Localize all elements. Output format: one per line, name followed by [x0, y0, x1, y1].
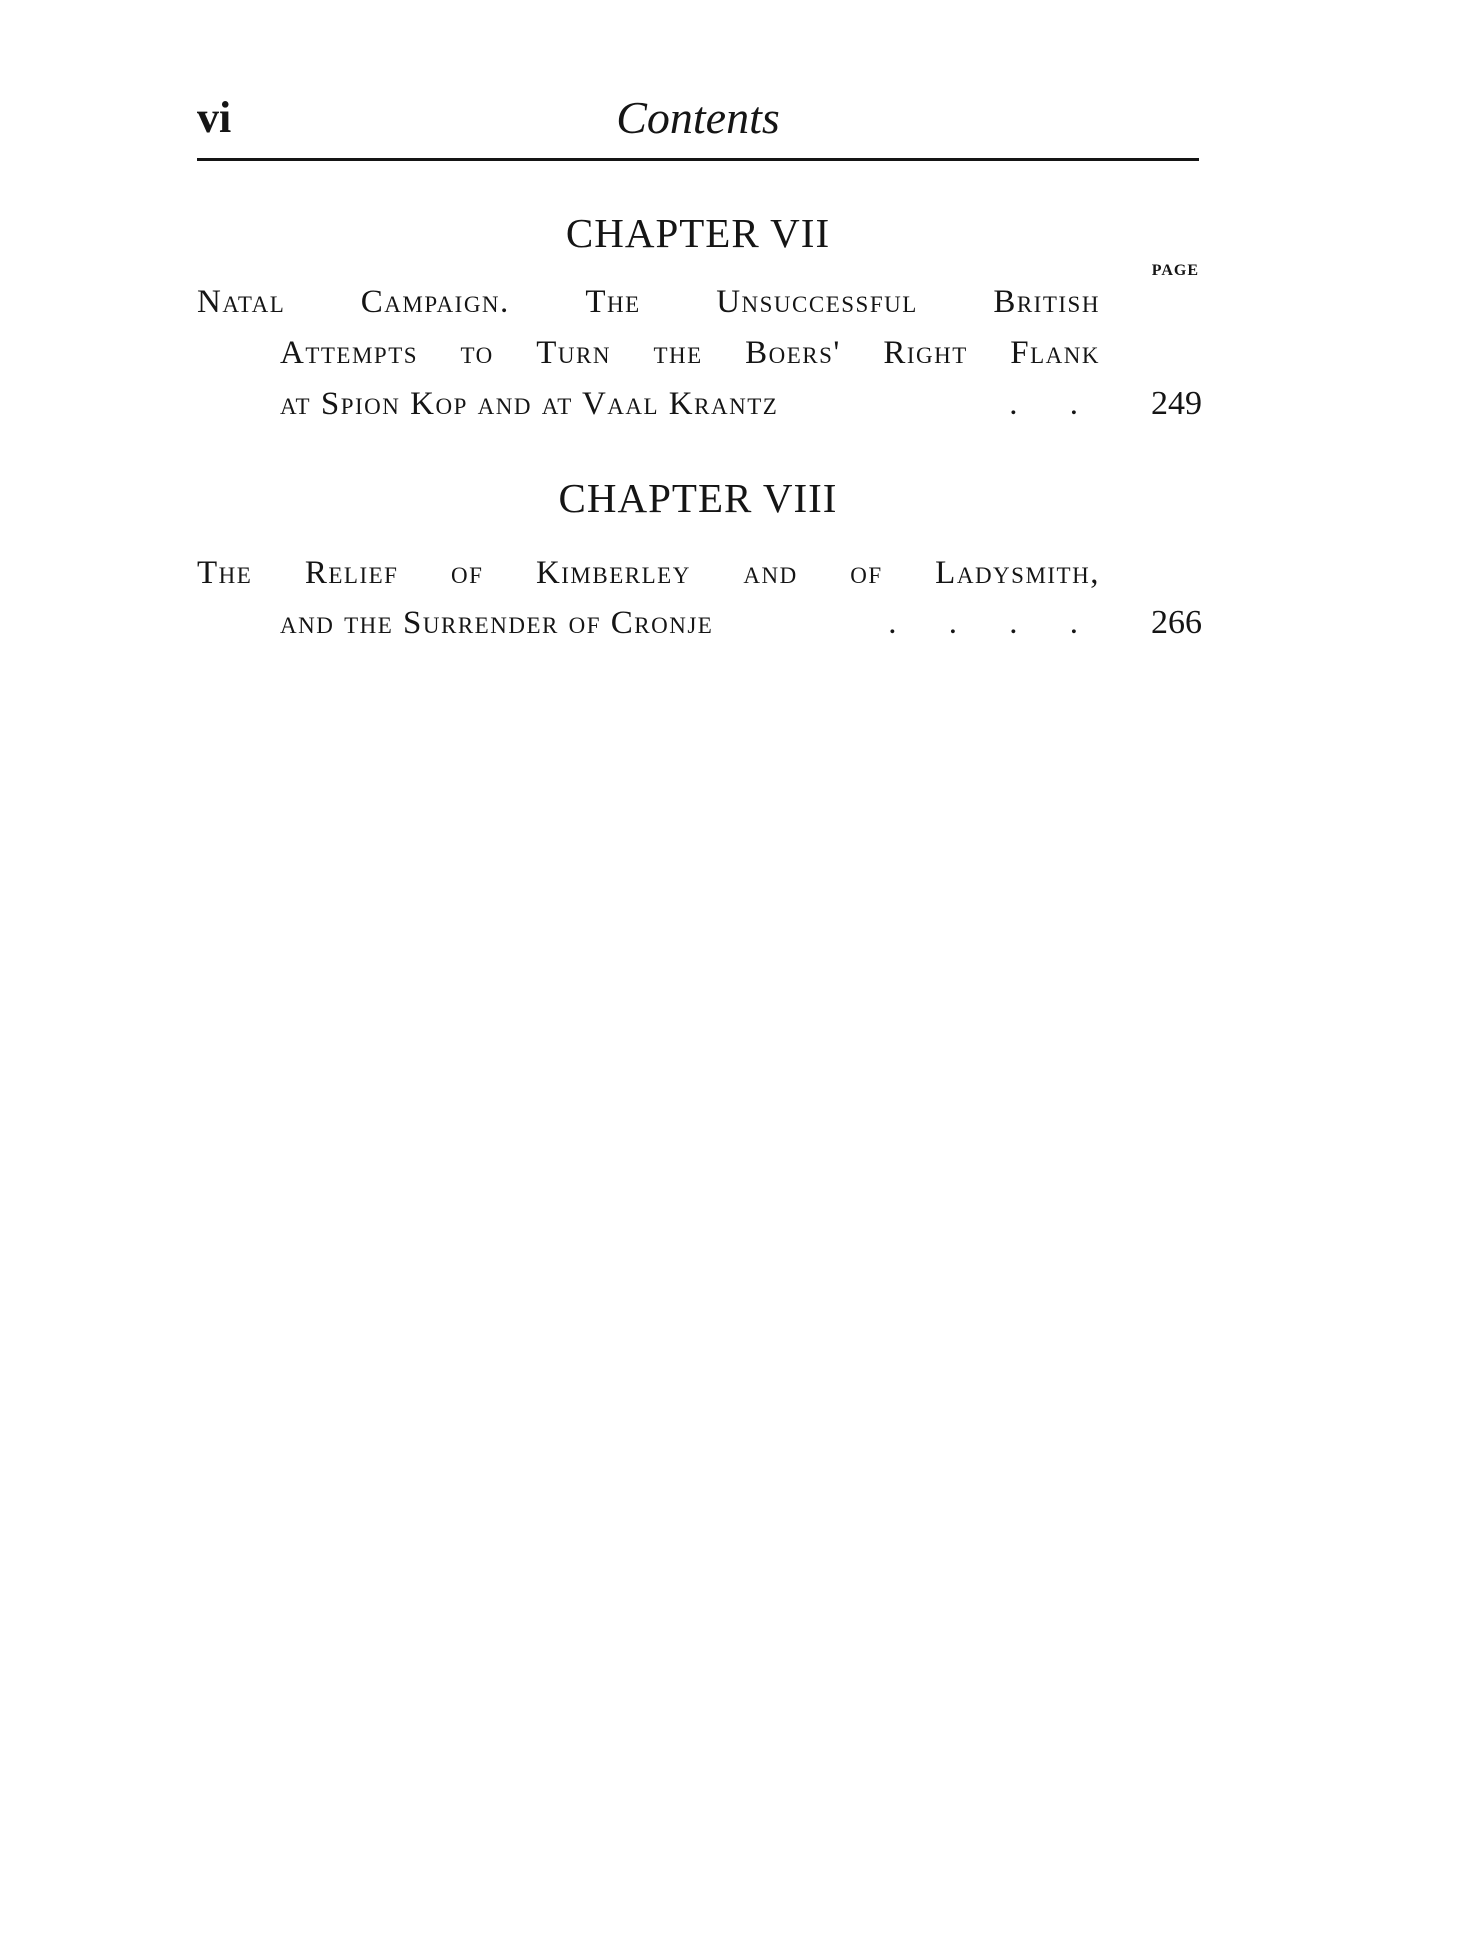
chapter-8-title-line-1-text-word: of: [850, 555, 883, 591]
header-rule: [197, 158, 1199, 161]
chapter-7-heading: CHAPTER VII: [565, 210, 831, 256]
chapter-7-title-line-1-text-word: Natal: [197, 284, 286, 320]
chapter-7-page-number: 249: [1151, 385, 1202, 422]
page-folio: vi: [197, 93, 232, 142]
chapter-8-title-line-1-text-word: The: [197, 555, 253, 591]
chapter-7-title-line-1-text-word: The: [585, 284, 641, 320]
chapter-8-heading: CHAPTER VIII: [558, 475, 838, 521]
running-title: Contents: [616, 92, 780, 143]
chapter-8-title-line-2: [280, 600, 1100, 646]
chapter-7-title-line-1-text-word: Unsuccessful: [716, 284, 918, 320]
chapter-7-title-line-3-text: at Spion Kop and at Vaal Krantz: [280, 386, 779, 422]
chapter-7-title-line-2-text-word: Right: [883, 335, 968, 371]
chapter-7-title-line-2-text-word: Attempts: [280, 335, 419, 371]
chapter-7-title-line-2: [280, 330, 1100, 376]
chapter-8-title-line-2-text: and the Surrender of Cronje: [280, 605, 714, 641]
chapter-8-title-line-1-text-word: and: [743, 555, 798, 591]
chapter-8-title-line-1-text-word: Kimberley: [535, 555, 691, 591]
chapter-7-title-line-1-text-word: Campaign.: [360, 284, 510, 320]
chapter-8-title-line-1-text-word: Relief: [304, 555, 399, 591]
chapter-7-title-line-1-text-word: British: [993, 284, 1100, 320]
chapter-7-title-line-2-text-word: the: [653, 335, 703, 371]
page-column-label: PAGE: [1151, 262, 1199, 279]
chapter-8-title-line-1-text-word: Ladysmith,: [935, 555, 1100, 591]
chapter-7-title-line-1: [197, 279, 1100, 325]
chapter-8-dot-leader: . . . .: [888, 605, 1100, 641]
chapter-8-page-number: 266: [1151, 604, 1202, 641]
chapter-7-title-line-2-text-word: Turn: [536, 335, 611, 371]
chapter-7-title-line-2-text-word: to: [460, 335, 494, 371]
chapter-7-title-line-2-text-word: Flank: [1010, 335, 1100, 371]
chapter-8-title-line-1: [197, 550, 1100, 596]
chapter-7-dot-leader: . .: [1009, 386, 1100, 422]
chapter-7-title-line-3: [280, 381, 1100, 427]
chapter-8-title-line-1-text-word: of: [451, 555, 484, 591]
running-head: [197, 88, 1199, 148]
chapter-7-title-line-2-text-word: Boers': [745, 335, 841, 371]
